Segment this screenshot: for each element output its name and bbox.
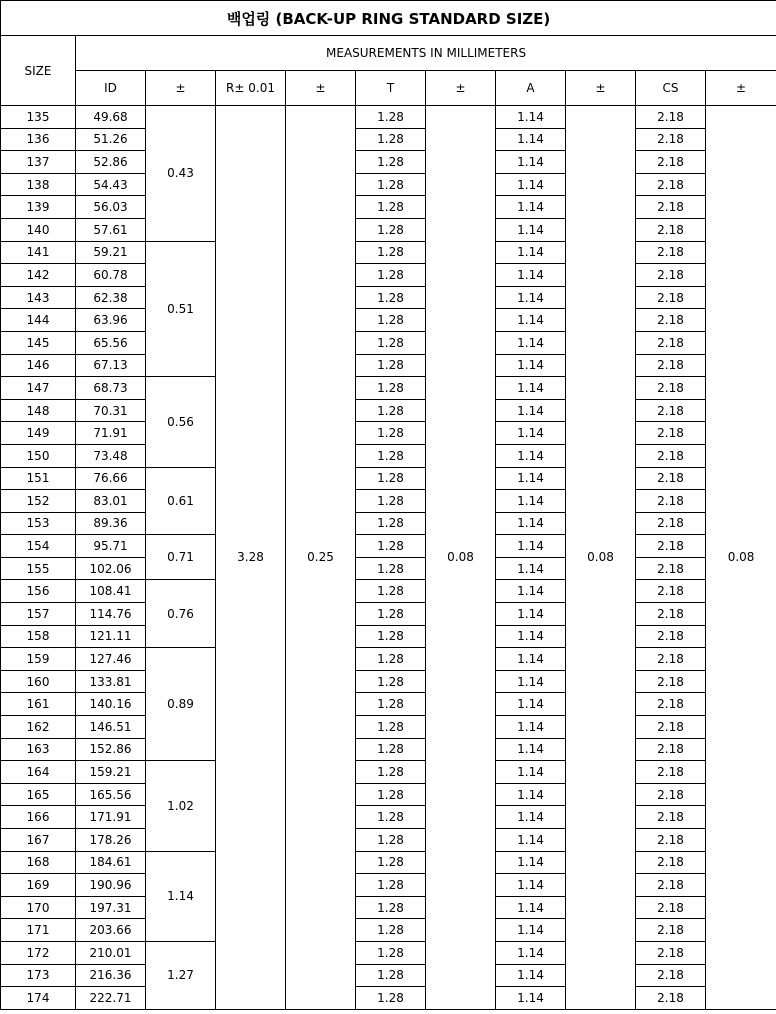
a-cell: 1.14	[496, 535, 566, 558]
table-row	[1, 919, 776, 942]
id-tolerance-cell: 0.71	[146, 535, 216, 580]
cs-cell: 2.18	[636, 535, 706, 558]
a-cell: 1.14	[496, 693, 566, 716]
cs-cell: 2.18	[636, 173, 706, 196]
t-cell: 1.28	[356, 738, 426, 761]
size-cell: 157	[1, 603, 76, 626]
id-cell: 71.91	[76, 422, 146, 445]
t-cell: 1.28	[356, 783, 426, 806]
a-cell: 1.14	[496, 738, 566, 761]
cs-cell: 2.18	[636, 106, 706, 129]
id-cell: 178.26	[76, 829, 146, 852]
t-cell: 1.28	[356, 128, 426, 151]
id-cell: 146.51	[76, 716, 146, 739]
column-header-t-tolerance: ±	[426, 71, 496, 106]
size-cell: 169	[1, 874, 76, 897]
table-row	[1, 964, 776, 987]
a-cell: 1.14	[496, 264, 566, 287]
size-cell: 139	[1, 196, 76, 219]
t-cell: 1.28	[356, 670, 426, 693]
table-row	[1, 557, 776, 580]
t-cell: 1.28	[356, 196, 426, 219]
a-cell: 1.14	[496, 467, 566, 490]
table-row	[1, 444, 776, 467]
cs-cell: 2.18	[636, 309, 706, 332]
a-cell: 1.14	[496, 490, 566, 513]
column-header-cs: CS	[636, 71, 706, 106]
a-cell: 1.14	[496, 557, 566, 580]
table-title: 백업링 (BACK-UP RING STANDARD SIZE)	[1, 1, 776, 36]
cs-cell: 2.18	[636, 218, 706, 241]
a-cell: 1.14	[496, 941, 566, 964]
cs-cell: 2.18	[636, 941, 706, 964]
table-row	[1, 693, 776, 716]
column-header-a: A	[496, 71, 566, 106]
table-row	[1, 987, 776, 1010]
column-header-id-tolerance: ±	[146, 71, 216, 106]
id-cell: 190.96	[76, 874, 146, 897]
a-cell: 1.14	[496, 716, 566, 739]
a-cell: 1.14	[496, 648, 566, 671]
cs-cell: 2.18	[636, 264, 706, 287]
id-tolerance-cell: 0.89	[146, 648, 216, 761]
column-header-cs-tolerance: ±	[706, 71, 776, 106]
id-cell: 56.03	[76, 196, 146, 219]
id-cell: 216.36	[76, 964, 146, 987]
t-cell: 1.28	[356, 648, 426, 671]
id-cell: 49.68	[76, 106, 146, 129]
cs-cell: 2.18	[636, 399, 706, 422]
cs-cell: 2.18	[636, 987, 706, 1010]
a-cell: 1.14	[496, 512, 566, 535]
t-cell: 1.28	[356, 941, 426, 964]
table-row	[1, 851, 776, 874]
id-cell: 184.61	[76, 851, 146, 874]
a-cell: 1.14	[496, 964, 566, 987]
t-cell: 1.28	[356, 557, 426, 580]
table-row	[1, 670, 776, 693]
a-cell: 1.14	[496, 399, 566, 422]
a-cell: 1.14	[496, 806, 566, 829]
r-value-cell: 3.28	[216, 106, 286, 1010]
id-cell: 127.46	[76, 648, 146, 671]
size-header: SIZE	[1, 36, 76, 106]
id-cell: 52.86	[76, 151, 146, 174]
measurements-header: MEASUREMENTS IN MILLIMETERS	[76, 36, 776, 71]
t-cell: 1.28	[356, 467, 426, 490]
a-cell: 1.14	[496, 128, 566, 151]
size-cell: 140	[1, 218, 76, 241]
table-row	[1, 354, 776, 377]
a-cell: 1.14	[496, 106, 566, 129]
id-cell: 89.36	[76, 512, 146, 535]
table-row	[1, 625, 776, 648]
id-cell: 70.31	[76, 399, 146, 422]
cs-cell: 2.18	[636, 196, 706, 219]
table-row	[1, 896, 776, 919]
a-cell: 1.14	[496, 377, 566, 400]
size-cell: 167	[1, 829, 76, 852]
id-cell: 210.01	[76, 941, 146, 964]
t-cell: 1.28	[356, 580, 426, 603]
cs-cell: 2.18	[636, 422, 706, 445]
size-cell: 143	[1, 286, 76, 309]
column-header-t: T	[356, 71, 426, 106]
a-cell: 1.14	[496, 241, 566, 264]
table-row	[1, 173, 776, 196]
id-tolerance-cell: 0.43	[146, 106, 216, 242]
size-cell: 153	[1, 512, 76, 535]
cs-cell: 2.18	[636, 964, 706, 987]
id-tolerance-cell: 1.02	[146, 761, 216, 851]
id-cell: 54.43	[76, 173, 146, 196]
t-cell: 1.28	[356, 331, 426, 354]
column-header-a-tolerance: ±	[566, 71, 636, 106]
cs-cell: 2.18	[636, 512, 706, 535]
id-cell: 57.61	[76, 218, 146, 241]
id-cell: 102.06	[76, 557, 146, 580]
t-cell: 1.28	[356, 354, 426, 377]
a-cell: 1.14	[496, 670, 566, 693]
id-tolerance-cell: 0.56	[146, 377, 216, 467]
id-cell: 159.21	[76, 761, 146, 784]
table-row	[1, 241, 776, 264]
a-cell: 1.14	[496, 151, 566, 174]
cs-cell: 2.18	[636, 851, 706, 874]
cs-cell: 2.18	[636, 896, 706, 919]
id-cell: 222.71	[76, 987, 146, 1010]
cs-cell: 2.18	[636, 331, 706, 354]
id-cell: 51.26	[76, 128, 146, 151]
a-cell: 1.14	[496, 218, 566, 241]
id-cell: 67.13	[76, 354, 146, 377]
table-body	[1, 106, 776, 1010]
table-row	[1, 309, 776, 332]
id-cell: 68.73	[76, 377, 146, 400]
table-row	[1, 331, 776, 354]
t-cell: 1.28	[356, 693, 426, 716]
size-cell: 166	[1, 806, 76, 829]
table-row	[1, 399, 776, 422]
cs-cell: 2.18	[636, 761, 706, 784]
a-cell: 1.14	[496, 309, 566, 332]
table-row	[1, 648, 776, 671]
t-cell: 1.28	[356, 399, 426, 422]
table-row	[1, 151, 776, 174]
a-cell: 1.14	[496, 896, 566, 919]
cs-cell: 2.18	[636, 490, 706, 513]
size-cell: 168	[1, 851, 76, 874]
cs-cell: 2.18	[636, 738, 706, 761]
cs-cell: 2.18	[636, 693, 706, 716]
t-cell: 1.28	[356, 106, 426, 129]
t-cell: 1.28	[356, 829, 426, 852]
t-cell: 1.28	[356, 806, 426, 829]
a-cell: 1.14	[496, 444, 566, 467]
id-cell: 60.78	[76, 264, 146, 287]
a-tolerance-cell: 0.08	[566, 106, 636, 1010]
t-cell: 1.28	[356, 309, 426, 332]
t-cell: 1.28	[356, 377, 426, 400]
t-tolerance-cell: 0.08	[426, 106, 496, 1010]
size-cell: 173	[1, 964, 76, 987]
a-cell: 1.14	[496, 173, 566, 196]
t-cell: 1.28	[356, 422, 426, 445]
a-cell: 1.14	[496, 331, 566, 354]
size-cell: 171	[1, 919, 76, 942]
cs-cell: 2.18	[636, 151, 706, 174]
cs-cell: 2.18	[636, 783, 706, 806]
t-cell: 1.28	[356, 173, 426, 196]
t-cell: 1.28	[356, 264, 426, 287]
table-row	[1, 874, 776, 897]
cs-cell: 2.18	[636, 557, 706, 580]
t-cell: 1.28	[356, 151, 426, 174]
id-cell: 114.76	[76, 603, 146, 626]
cs-cell: 2.18	[636, 467, 706, 490]
a-cell: 1.14	[496, 783, 566, 806]
cs-cell: 2.18	[636, 354, 706, 377]
size-cell: 138	[1, 173, 76, 196]
a-cell: 1.14	[496, 422, 566, 445]
t-cell: 1.28	[356, 625, 426, 648]
t-cell: 1.28	[356, 444, 426, 467]
cs-cell: 2.18	[636, 128, 706, 151]
size-cell: 152	[1, 490, 76, 513]
size-cell: 174	[1, 987, 76, 1010]
t-cell: 1.28	[356, 761, 426, 784]
id-cell: 62.38	[76, 286, 146, 309]
t-cell: 1.28	[356, 919, 426, 942]
cs-cell: 2.18	[636, 241, 706, 264]
table-row	[1, 783, 776, 806]
id-cell: 152.86	[76, 738, 146, 761]
column-header-r-tolerance: ±	[286, 71, 356, 106]
size-cell: 158	[1, 625, 76, 648]
t-cell: 1.28	[356, 896, 426, 919]
t-cell: 1.28	[356, 512, 426, 535]
table-row	[1, 286, 776, 309]
t-cell: 1.28	[356, 716, 426, 739]
id-tolerance-cell: 1.27	[146, 941, 216, 1009]
t-cell: 1.28	[356, 603, 426, 626]
id-tolerance-cell: 0.76	[146, 580, 216, 648]
table-row	[1, 761, 776, 784]
column-header-r: R± 0.01	[216, 71, 286, 106]
id-cell: 95.71	[76, 535, 146, 558]
table-row	[1, 580, 776, 603]
t-cell: 1.28	[356, 874, 426, 897]
id-cell: 171.91	[76, 806, 146, 829]
id-tolerance-cell: 0.51	[146, 241, 216, 377]
size-cell: 156	[1, 580, 76, 603]
id-cell: 59.21	[76, 241, 146, 264]
cs-cell: 2.18	[636, 829, 706, 852]
table-row	[1, 716, 776, 739]
size-cell: 164	[1, 761, 76, 784]
table-row	[1, 196, 776, 219]
a-cell: 1.14	[496, 874, 566, 897]
id-cell: 83.01	[76, 490, 146, 513]
a-cell: 1.14	[496, 987, 566, 1010]
size-cell: 170	[1, 896, 76, 919]
size-cell: 163	[1, 738, 76, 761]
cs-cell: 2.18	[636, 919, 706, 942]
id-cell: 165.56	[76, 783, 146, 806]
table-row	[1, 377, 776, 400]
a-cell: 1.14	[496, 851, 566, 874]
size-cell: 147	[1, 377, 76, 400]
cs-cell: 2.18	[636, 648, 706, 671]
cs-cell: 2.18	[636, 377, 706, 400]
size-cell: 155	[1, 557, 76, 580]
a-cell: 1.14	[496, 829, 566, 852]
table-row	[1, 603, 776, 626]
size-cell: 149	[1, 422, 76, 445]
size-cell: 137	[1, 151, 76, 174]
table-row	[1, 535, 776, 558]
a-cell: 1.14	[496, 919, 566, 942]
id-cell: 140.16	[76, 693, 146, 716]
size-cell: 165	[1, 783, 76, 806]
cs-cell: 2.18	[636, 670, 706, 693]
id-cell: 203.66	[76, 919, 146, 942]
table-row	[1, 829, 776, 852]
table-row	[1, 806, 776, 829]
table-row	[1, 128, 776, 151]
size-cell: 148	[1, 399, 76, 422]
t-cell: 1.28	[356, 987, 426, 1010]
size-cell: 142	[1, 264, 76, 287]
size-cell: 172	[1, 941, 76, 964]
a-cell: 1.14	[496, 286, 566, 309]
size-cell: 145	[1, 331, 76, 354]
size-cell: 144	[1, 309, 76, 332]
size-cell: 146	[1, 354, 76, 377]
size-cell: 141	[1, 241, 76, 264]
t-cell: 1.28	[356, 218, 426, 241]
cs-cell: 2.18	[636, 716, 706, 739]
t-cell: 1.28	[356, 535, 426, 558]
cs-cell: 2.18	[636, 444, 706, 467]
t-cell: 1.28	[356, 241, 426, 264]
t-cell: 1.28	[356, 851, 426, 874]
cs-cell: 2.18	[636, 874, 706, 897]
column-header-id: ID	[76, 71, 146, 106]
id-cell: 65.56	[76, 331, 146, 354]
size-cell: 161	[1, 693, 76, 716]
id-cell: 133.81	[76, 670, 146, 693]
table-row	[1, 264, 776, 287]
size-cell: 159	[1, 648, 76, 671]
a-cell: 1.14	[496, 625, 566, 648]
id-cell: 73.48	[76, 444, 146, 467]
cs-cell: 2.18	[636, 580, 706, 603]
id-tolerance-cell: 0.61	[146, 467, 216, 535]
size-cell: 154	[1, 535, 76, 558]
id-cell: 63.96	[76, 309, 146, 332]
table-row	[1, 106, 776, 129]
size-cell: 136	[1, 128, 76, 151]
cs-cell: 2.18	[636, 625, 706, 648]
size-cell: 150	[1, 444, 76, 467]
table-row	[1, 490, 776, 513]
a-cell: 1.14	[496, 580, 566, 603]
size-cell: 162	[1, 716, 76, 739]
cs-cell: 2.18	[636, 806, 706, 829]
table-row	[1, 512, 776, 535]
id-cell: 76.66	[76, 467, 146, 490]
a-cell: 1.14	[496, 354, 566, 377]
t-cell: 1.28	[356, 964, 426, 987]
table-row	[1, 941, 776, 964]
table-row	[1, 218, 776, 241]
cs-cell: 2.18	[636, 603, 706, 626]
table-row	[1, 738, 776, 761]
id-cell: 108.41	[76, 580, 146, 603]
a-cell: 1.14	[496, 761, 566, 784]
cs-tolerance-cell: 0.08	[706, 106, 776, 1010]
a-cell: 1.14	[496, 196, 566, 219]
size-cell: 151	[1, 467, 76, 490]
t-cell: 1.28	[356, 490, 426, 513]
table-row	[1, 422, 776, 445]
table-row	[1, 467, 776, 490]
size-cell: 160	[1, 670, 76, 693]
id-cell: 121.11	[76, 625, 146, 648]
t-cell: 1.28	[356, 286, 426, 309]
size-cell: 135	[1, 106, 76, 129]
id-cell: 197.31	[76, 896, 146, 919]
r-tolerance-cell: 0.25	[286, 106, 356, 1010]
id-tolerance-cell: 1.14	[146, 851, 216, 941]
table-header	[1, 1, 776, 106]
a-cell: 1.14	[496, 603, 566, 626]
cs-cell: 2.18	[636, 286, 706, 309]
